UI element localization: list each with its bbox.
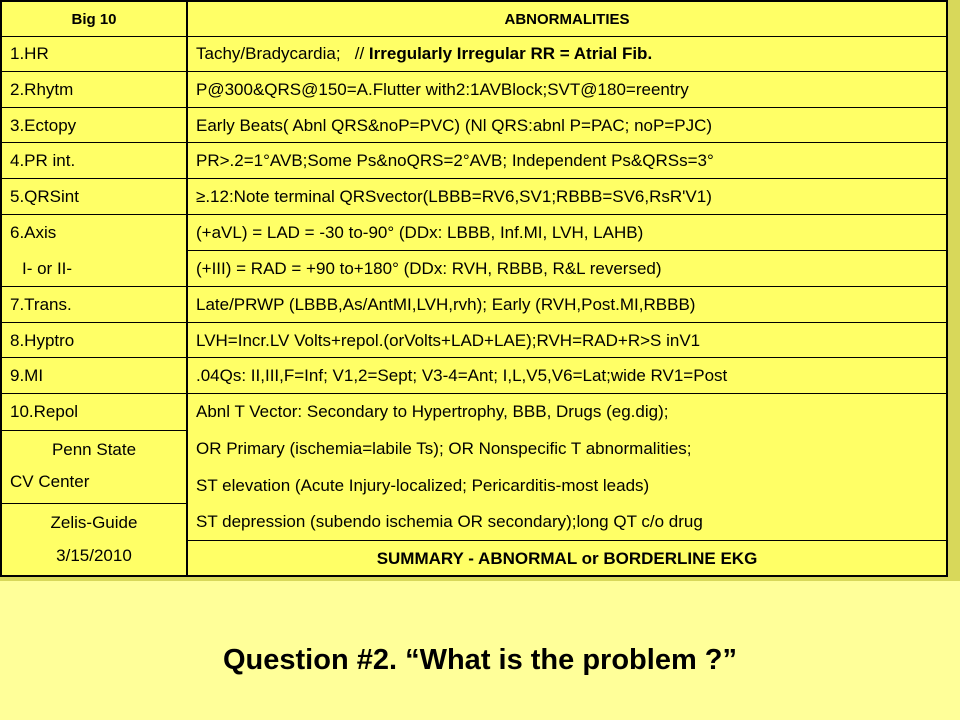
- repol-line-st-depression: ST depression (subendo ischemia OR secondary);long QT c/o drug: [196, 512, 703, 531]
- row-label-rhythm: 2.Rhytm: [10, 80, 74, 99]
- row-label-axis-sub: I- or II-: [22, 259, 73, 278]
- repol-line-st-elevation: ST elevation (Acute Injury-localized; Pericarditis-most leads): [196, 476, 650, 495]
- row-text-axis-lad: (+aVL) = LAD = -30 to-90° (DDx: LBBB, Inf.MI, LVH, LAHB): [196, 223, 644, 242]
- row-label-hypertrophy: 8.Hyptro: [10, 331, 75, 350]
- row-label-pr: 4.PR int.: [10, 151, 76, 170]
- row-text-hypertrophy: LVH=Incr.LV Volts+repol.(orVolts+LAD+LAE);RVH=RAD+R>S inV1: [196, 331, 701, 350]
- repol-line-primary: OR Primary (ischemia=labile Ts); OR Nonspecific T abnormalities;: [196, 439, 692, 458]
- credit-zelis-guide: Zelis-Guide: [50, 513, 138, 532]
- row-label-qrs: 5.QRSint: [10, 187, 79, 206]
- row-text-pr: PR>.2=1°AVB;Some Ps&noQRS=2°AVB; Independent Ps&QRSs=3°: [196, 151, 714, 170]
- row-label-ectopy: 3.Ectopy: [10, 116, 77, 135]
- header-big10: Big 10: [71, 11, 117, 28]
- row-text-trans: Late/PRWP (LBBB,As/AntMI,LVH,rvh); Early (RVH,Post.MI,RBBB): [196, 295, 696, 314]
- credit-penn-state: Penn State: [51, 440, 137, 459]
- row-label-trans: 7.Trans.: [10, 295, 72, 314]
- row-text-ectopy: Early Beats( Abnl QRS&noP=PVC) (Nl QRS:abnl P=PAC; noP=PJC): [196, 116, 713, 135]
- row-label-hr: 1.HR: [10, 44, 49, 63]
- header-abnormalities: ABNORMALITIES: [504, 11, 630, 28]
- row-text-hr-bold: Irregularly Irregular RR = Atrial Fib.: [368, 44, 653, 63]
- row-label-mi: 9.MI: [10, 366, 44, 385]
- credit-cv-center: CV Center: [10, 472, 90, 491]
- question-heading: Question #2. “What is the problem ?”: [223, 644, 737, 676]
- row-label-repol: 10.Repol: [10, 402, 79, 421]
- row-text-qrs: ≥.12:Note terminal QRSvector(LBBB=RV6,SV1;RBBB=SV6,RsR'V1): [196, 187, 712, 206]
- row-text-hr: [196, 44, 652, 64]
- row-text-axis-rad: (+III) = RAD = +90 to+180° (DDx: RVH, RBBB, R&L reversed): [196, 259, 662, 278]
- row-text-repol: Abnl T Vector: Secondary to Hypertrophy, BBB, Drugs (eg.dig);: [196, 402, 669, 421]
- row-text-hr-normal: Tachy/Bradycardia; //: [196, 44, 369, 63]
- credit-date: 3/15/2010: [56, 546, 132, 565]
- row-text-rhythm: P@300&QRS@150=A.Flutter with2:1AVBlock;SVT@180=reentry: [196, 80, 689, 99]
- summary-line: SUMMARY - ABNORMAL or BORDERLINE EKG: [376, 549, 758, 568]
- table-shadow-right: [948, 0, 960, 580]
- table-shadow-bottom: [0, 577, 960, 581]
- row-label-axis: 6.Axis: [10, 223, 57, 242]
- row-text-mi: .04Qs: II,III,F=Inf; V1,2=Sept; V3-4=Ant; I,L,V5,V6=Lat;wide RV1=Post: [196, 366, 728, 385]
